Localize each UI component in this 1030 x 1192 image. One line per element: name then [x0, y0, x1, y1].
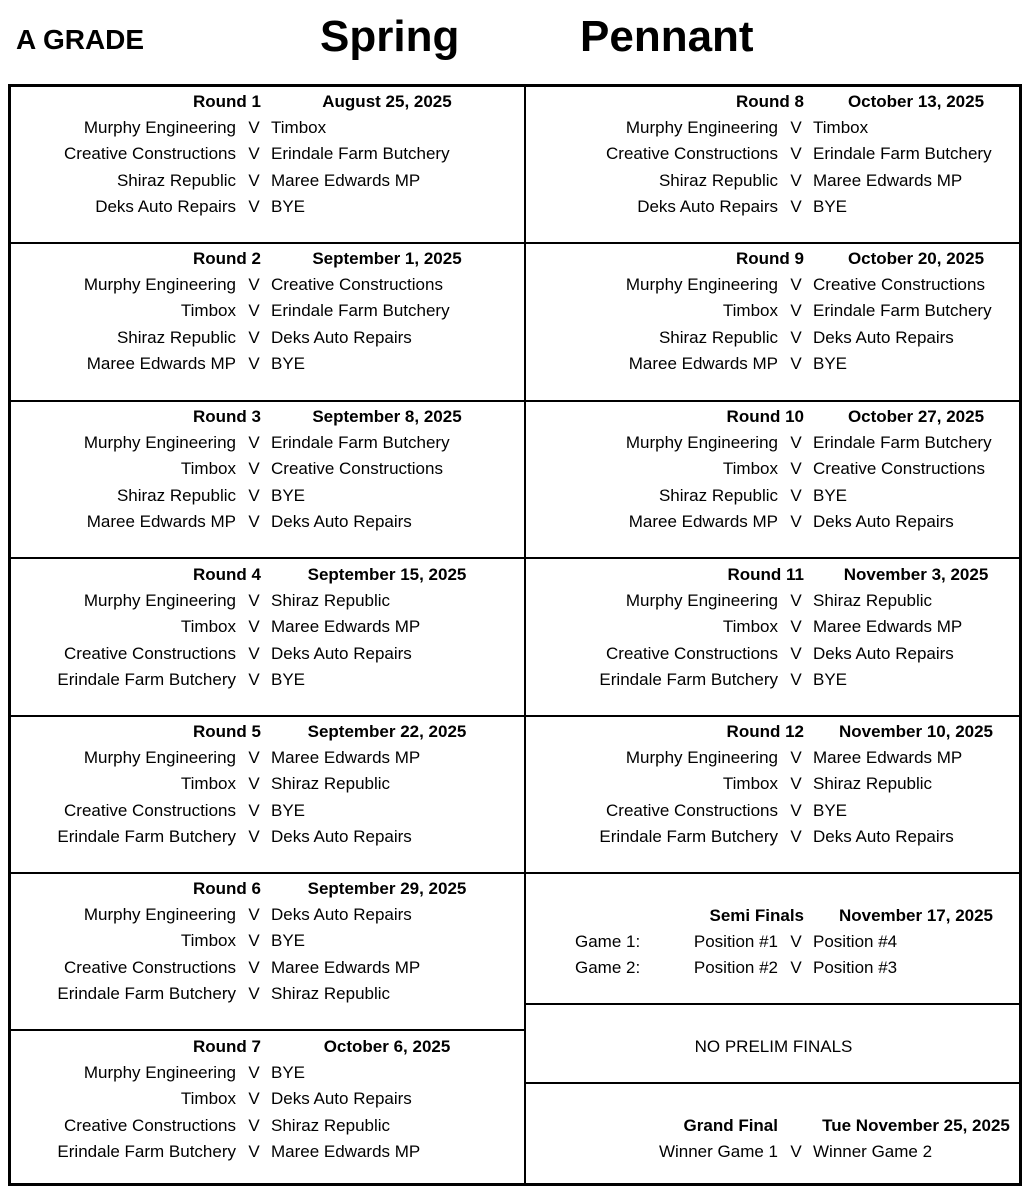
away-team: Deks Auto Repairs — [271, 1089, 412, 1109]
away-team: BYE — [813, 669, 848, 689]
semi-away: Position #3 — [813, 958, 898, 978]
home-team: Creative Constructions — [64, 144, 236, 164]
versus-label: V — [248, 275, 260, 295]
home-team: Timbox — [180, 301, 236, 321]
home-team: Murphy Engineering — [625, 118, 778, 138]
home-team: Maree Edwards MP — [628, 511, 778, 531]
versus-label: V — [790, 459, 802, 479]
round-date: September 1, 2025 — [312, 249, 462, 268]
round-date: November 3, 2025 — [843, 565, 989, 584]
home-team: Timbox — [180, 617, 236, 637]
home-team: Timbox — [180, 931, 236, 951]
away-team: Deks Auto Repairs — [813, 511, 954, 531]
versus-label: V — [248, 1089, 260, 1109]
versus-label: V — [248, 353, 260, 373]
home-team: Erindale Farm Butchery — [57, 983, 236, 1003]
versus-label: V — [790, 144, 802, 164]
home-team: Timbox — [180, 1089, 236, 1109]
home-team: Timbox — [180, 774, 236, 794]
versus-label: V — [790, 748, 802, 768]
home-team: Erindale Farm Butchery — [57, 826, 236, 846]
round-label: Round 1 — [193, 92, 261, 111]
away-team: BYE — [271, 1063, 306, 1083]
home-team: Creative Constructions — [606, 800, 778, 820]
away-team: BYE — [813, 485, 848, 505]
away-team: BYE — [271, 485, 306, 505]
away-team: Deks Auto Repairs — [271, 826, 412, 846]
grand-final-label: Grand Final — [683, 1116, 778, 1135]
versus-label: V — [790, 485, 802, 505]
versus-label: V — [248, 931, 260, 951]
away-team: Maree Edwards MP — [271, 748, 421, 768]
round-date: September 8, 2025 — [312, 407, 462, 426]
home-team: Murphy Engineering — [625, 591, 778, 611]
round-label: Round 10 — [726, 407, 804, 426]
home-team: Murphy Engineering — [83, 748, 236, 768]
home-team: Creative Constructions — [64, 1115, 236, 1135]
versus-label: V — [248, 617, 260, 637]
home-team: Creative Constructions — [606, 643, 778, 663]
season-title-pennant: Pennant — [580, 12, 754, 61]
away-team: Shiraz Republic — [813, 591, 933, 611]
versus-label: V — [248, 196, 260, 216]
home-team: Deks Auto Repairs — [95, 196, 236, 216]
prelim-finals-note: NO PRELIM FINALS — [694, 1037, 853, 1056]
away-team: Erindale Farm Butchery — [271, 433, 450, 453]
row-divider — [9, 872, 1021, 874]
round-label: Round 2 — [193, 249, 261, 268]
versus-label: V — [790, 170, 802, 190]
round-label: Round 5 — [193, 722, 261, 741]
season-title-spring: Spring — [320, 12, 460, 61]
row-divider — [9, 242, 1021, 244]
round-date: October 27, 2025 — [847, 407, 985, 426]
versus-label: V — [248, 826, 260, 846]
home-team: Murphy Engineering — [83, 1063, 236, 1083]
versus-label: V — [790, 617, 802, 637]
home-team: Timbox — [722, 774, 778, 794]
home-team: Timbox — [722, 459, 778, 479]
semi-game-label: Game 1: — [575, 932, 641, 951]
home-team: Creative Constructions — [64, 643, 236, 663]
away-team: Creative Constructions — [813, 275, 985, 295]
home-team: Murphy Engineering — [83, 591, 236, 611]
semi-finals-label: Semi Finals — [709, 906, 804, 925]
round-date: September 15, 2025 — [307, 565, 467, 584]
versus-label: V — [790, 1142, 802, 1161]
versus-label: V — [248, 1063, 260, 1083]
versus-label: V — [248, 301, 260, 321]
home-team: Shiraz Republic — [658, 170, 778, 190]
row-divider — [9, 1029, 525, 1031]
round-date: September 29, 2025 — [307, 879, 467, 898]
versus-label: V — [790, 118, 802, 138]
semi-game-label: Game 2: — [575, 958, 641, 978]
home-team: Creative Constructions — [606, 144, 778, 164]
away-team: BYE — [271, 353, 306, 373]
away-team: Erindale Farm Butchery — [271, 301, 450, 321]
away-team: Maree Edwards MP — [813, 617, 963, 637]
versus-label: V — [248, 905, 260, 925]
versus-label: V — [248, 433, 260, 453]
versus-label: V — [790, 800, 802, 820]
grade-title: A GRADE — [16, 24, 145, 55]
versus-label: V — [790, 301, 802, 321]
versus-label: V — [790, 511, 802, 531]
versus-label: V — [248, 983, 260, 1003]
away-team: Maree Edwards MP — [813, 170, 963, 190]
column-divider — [524, 85, 526, 1185]
home-team: Timbox — [180, 459, 236, 479]
home-team: Creative Constructions — [64, 957, 236, 977]
home-team: Erindale Farm Butchery — [599, 826, 778, 846]
home-team: Murphy Engineering — [83, 275, 236, 295]
versus-label: V — [790, 275, 802, 295]
home-team: Murphy Engineering — [83, 118, 236, 138]
away-team: Erindale Farm Butchery — [813, 301, 992, 321]
versus-label: V — [248, 748, 260, 768]
versus-label: V — [248, 774, 260, 794]
round-label: Round 7 — [193, 1037, 261, 1056]
home-team: Murphy Engineering — [625, 275, 778, 295]
away-team: Timbox — [813, 118, 869, 138]
versus-label: V — [790, 826, 802, 846]
away-team: Deks Auto Repairs — [813, 826, 954, 846]
round-label: Round 11 — [727, 565, 804, 584]
round-label: Round 9 — [736, 249, 804, 268]
home-team: Shiraz Republic — [116, 170, 236, 190]
away-team: Maree Edwards MP — [813, 748, 963, 768]
versus-label: V — [248, 144, 260, 164]
away-team: Shiraz Republic — [271, 774, 391, 794]
away-team: Creative Constructions — [271, 459, 443, 479]
away-team: BYE — [271, 800, 306, 820]
away-team: BYE — [813, 353, 848, 373]
versus-label: V — [248, 957, 260, 977]
versus-label: V — [248, 327, 260, 347]
away-team: BYE — [813, 800, 848, 820]
versus-label: V — [790, 643, 802, 663]
versus-label: V — [248, 669, 260, 689]
grand-final-date: Tue November 25, 2025 — [822, 1116, 1010, 1135]
away-team: Creative Constructions — [813, 459, 985, 479]
versus-label: V — [790, 958, 802, 978]
versus-label: V — [790, 591, 802, 611]
home-team: Erindale Farm Butchery — [599, 669, 778, 689]
round-label: Round 12 — [726, 722, 804, 741]
home-team: Murphy Engineering — [625, 433, 778, 453]
round-label: Round 6 — [193, 879, 261, 898]
round-date: October 20, 2025 — [847, 249, 985, 268]
home-team: Murphy Engineering — [83, 905, 236, 925]
row-divider — [9, 715, 1021, 717]
away-team: Maree Edwards MP — [271, 1141, 421, 1161]
versus-label: V — [248, 118, 260, 138]
home-team: Murphy Engineering — [83, 433, 236, 453]
row-divider — [9, 557, 1021, 559]
versus-label: V — [248, 170, 260, 190]
semi-home: Position #2 — [693, 958, 778, 978]
versus-label: V — [790, 669, 802, 689]
round-date: October 13, 2025 — [847, 92, 985, 111]
round-date: October 6, 2025 — [323, 1037, 451, 1056]
row-divider — [526, 1003, 1021, 1005]
away-team: Timbox — [271, 118, 327, 138]
row-divider — [526, 1082, 1021, 1084]
away-team: BYE — [271, 196, 306, 216]
versus-label: V — [790, 327, 802, 347]
home-team: Timbox — [722, 301, 778, 321]
away-team: Shiraz Republic — [813, 774, 933, 794]
away-team: Deks Auto Repairs — [271, 327, 412, 347]
home-team: Creative Constructions — [64, 800, 236, 820]
away-team: Deks Auto Repairs — [813, 327, 954, 347]
semi-finals-date: November 17, 2025 — [838, 906, 994, 925]
round-date: November 10, 2025 — [838, 722, 994, 741]
home-team: Shiraz Republic — [116, 485, 236, 505]
home-team: Shiraz Republic — [658, 327, 778, 347]
home-team: Maree Edwards MP — [86, 511, 236, 531]
versus-label: V — [790, 932, 802, 951]
semi-home: Position #1 — [693, 932, 778, 951]
versus-label: V — [790, 196, 802, 216]
away-team: Creative Constructions — [271, 275, 443, 295]
away-team: Maree Edwards MP — [271, 170, 421, 190]
versus-label: V — [248, 643, 260, 663]
home-team: Erindale Farm Butchery — [57, 669, 236, 689]
away-team: Erindale Farm Butchery — [813, 144, 992, 164]
away-team: Deks Auto Repairs — [813, 643, 954, 663]
away-team: Erindale Farm Butchery — [271, 144, 450, 164]
grand-final-away: Winner Game 2 — [813, 1142, 933, 1161]
home-team: Maree Edwards MP — [628, 353, 778, 373]
away-team: BYE — [271, 669, 306, 689]
home-team: Erindale Farm Butchery — [57, 1141, 236, 1161]
away-team: Maree Edwards MP — [271, 957, 421, 977]
away-team: BYE — [813, 196, 848, 216]
away-team: Shiraz Republic — [271, 983, 391, 1003]
round-label: Round 8 — [736, 92, 804, 111]
home-team: Shiraz Republic — [116, 327, 236, 347]
away-team: Deks Auto Repairs — [271, 643, 412, 663]
away-team: BYE — [271, 931, 306, 951]
home-team: Timbox — [722, 617, 778, 637]
home-team: Maree Edwards MP — [86, 353, 236, 373]
round-label: Round 3 — [193, 407, 261, 426]
away-team: Erindale Farm Butchery — [813, 433, 992, 453]
versus-label: V — [248, 459, 260, 479]
versus-label: V — [790, 774, 802, 794]
versus-label: V — [248, 511, 260, 531]
home-team: Deks Auto Repairs — [637, 196, 778, 216]
round-date: August 25, 2025 — [322, 92, 452, 111]
away-team: Shiraz Republic — [271, 591, 391, 611]
grand-final-home: Winner Game 1 — [658, 1142, 778, 1161]
away-team: Maree Edwards MP — [271, 617, 421, 637]
round-date: September 22, 2025 — [307, 722, 467, 741]
away-team: Deks Auto Repairs — [271, 905, 412, 925]
away-team: Deks Auto Repairs — [271, 511, 412, 531]
versus-label: V — [248, 800, 260, 820]
versus-label: V — [248, 1141, 260, 1161]
versus-label: V — [248, 591, 260, 611]
versus-label: V — [790, 433, 802, 453]
versus-label: V — [248, 1115, 260, 1135]
row-divider — [9, 400, 1021, 402]
versus-label: V — [790, 353, 802, 373]
away-team: Shiraz Republic — [271, 1115, 391, 1135]
versus-label: V — [248, 485, 260, 505]
round-label: Round 4 — [193, 565, 261, 584]
semi-away: Position #4 — [813, 932, 898, 951]
home-team: Murphy Engineering — [625, 748, 778, 768]
home-team: Shiraz Republic — [658, 485, 778, 505]
